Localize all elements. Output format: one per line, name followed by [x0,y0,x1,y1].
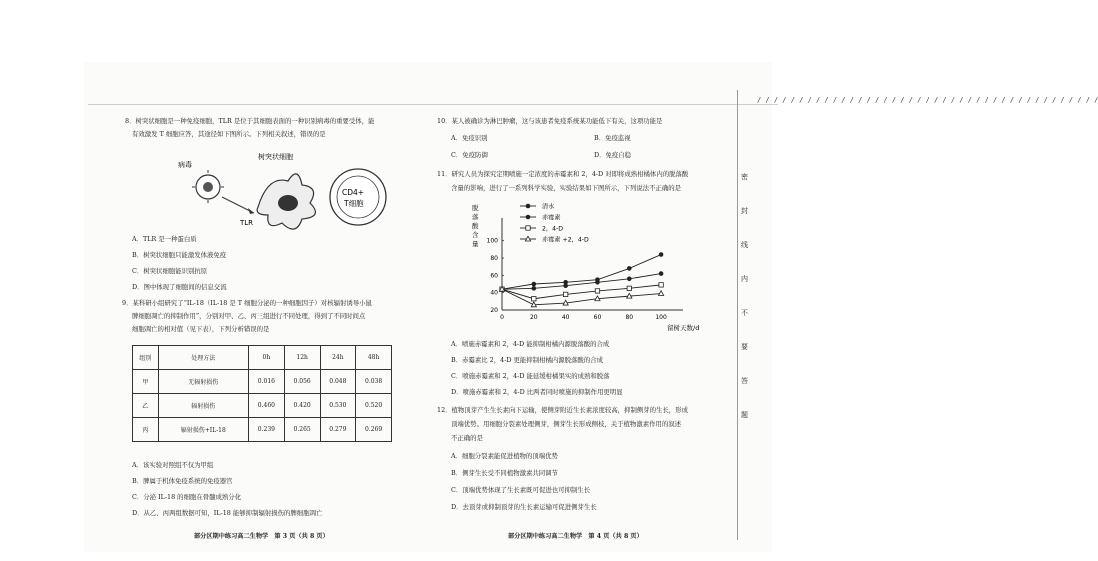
q10-option-d: D．免疫自稳 [594,151,632,159]
data-point [563,292,567,296]
y-tick-label: 100 [486,237,498,245]
dendritic-cell-label: 树突状细胞 [258,153,293,161]
table-header-cell: 24h [320,346,356,370]
y-tick-label: 20 [490,307,498,314]
table-cell: 0.530 [320,394,356,418]
q9-option-c: C．分泌 IL-18 的细胞在骨髓成熟分化 [132,493,242,501]
q9-stem-line3: 细胞凋亡的相对值（见下表），下列分析错误的是 [132,325,270,333]
tlr-label: TLR [240,219,254,227]
legend-label: 清水 [542,203,555,211]
series-line [502,285,661,299]
legend-label: 赤霉素 [542,214,561,222]
table-cell: 辐射损伤+IL-18 [158,418,248,442]
table-cell: 0.048 [320,370,356,394]
q10-option-c: C．免疫防御 [451,151,488,159]
q11-option-c: C．喷施赤霉素和 2，4-D 能延缓柑橘果实的成熟和脱落 [451,372,610,380]
binding-label: 线 [741,241,748,249]
legend-label: 2，4-D [542,225,564,233]
x-tick-label: 80 [625,314,634,321]
table-cell: 0.056 [284,370,320,394]
q12-option-c: C．顶端优势体现了生长素既可促进也可抑制生长 [451,486,591,494]
q10-option-a: A．免疫识别 [451,134,488,142]
data-point [627,266,632,271]
footer-page-4: 部分区期中练习高二生物学 第 4 页（共 8 页） [508,533,643,540]
q8-figure [170,145,400,245]
q12-stem-line3: 不正确的是 [451,434,483,442]
x-tick-label: 0 [500,314,504,321]
footer-page-3: 部分区期中练习高二生物学 第 3 页（共 8 页） [194,533,329,540]
data-point [595,289,599,293]
data-point [532,282,537,287]
data-point [563,283,568,288]
data-point [658,291,663,296]
table-cell: 0.269 [356,418,392,442]
x-tick-label: 40 [561,314,570,321]
q12-option-a: A．细胞分裂素能促进植物的顶端优势 [451,452,558,460]
q9-option-b: B．脾属于机体免疫系统的免疫器官 [132,477,233,485]
table-header-row [133,346,392,370]
table-cell: 0.265 [284,418,320,442]
q10-option-b: B．免疫监视 [594,134,631,142]
table-cell: 0.460 [249,394,285,418]
table-cell: 甲 [133,370,159,394]
q9-stem-line1: 9．某科研小组研究了“IL-18（IL-18 是 T 细胞分泌的一种细胞因子）对核辐射诱导小鼠 [122,299,372,307]
virus-label: 病毒 [178,161,192,169]
table-cell: 0.520 [356,394,392,418]
binding-dash-line: / / / / / / / / / / / / / / / / / / / / / / / / / / / / / / / / / / / / / / / / / [757,96,1098,104]
q11-stem-line1: 11．研究人员为探究定期喷施一定浓度的赤霉素和 2，4-D 对即将成熟柑橘体内的脱落酸 [437,170,689,178]
q12-option-b: B．侧芽生长受不同植物激素共同调节 [451,469,558,477]
table-cell: 乙 [133,394,159,418]
binding-label: 密 [741,173,748,181]
x-tick-label: 100 [655,314,667,321]
table-header-cell: 48h [356,346,392,370]
binding-label: 要 [741,343,748,351]
q9-table [132,345,392,442]
data-point [595,280,600,285]
q11-option-a: A．喷施赤霉素和 2，4-D 能抑制柑橘内源脱落酸的合成 [451,340,610,348]
table-header-cell: 组别 [133,346,159,370]
legend-label: 赤霉素 +2，4-D [542,236,589,244]
y-tick-label: 60 [490,272,498,280]
q9-stem-line2: 脾细胞凋亡的抑制作用”，分别对甲、乙、丙三组进行不同处理，得到了不同时间点 [132,312,366,320]
q8-option-b: B．树突状细胞只能激发体液免疫 [132,251,227,259]
table-cell: 0.420 [284,394,320,418]
header-rule [88,104,778,105]
nucleus-icon [278,195,298,211]
table-cell: 0.016 [249,370,285,394]
table-header-cell: 0h [249,346,285,370]
data-point [659,271,664,276]
binding-label: 答 [741,377,748,385]
table-cell: 0.279 [320,418,356,442]
q8-stem-line1: 8．树突状细胞是一种免疫细胞，TLR 是位于其细胞表面的一种识别病毒的重要受体，能 [125,117,375,125]
binding-label: 题 [741,411,748,419]
y-axis-label: 落 [472,213,479,221]
table-cell: 丙 [133,418,159,442]
q10-stem: 10．某人被确诊为淋巴肿瘤，这与该患者免疫系统某功能低下有关，这项功能是 [437,117,663,125]
table-header-cell: 12h [284,346,320,370]
binding-label: 不 [741,309,748,317]
q8-option-d: D．图中体现了细胞间的信息交流 [132,283,227,291]
y-axis-label: 量 [472,240,479,248]
data-point [526,215,531,220]
data-point [627,277,632,282]
table-row [133,370,392,394]
binding-label: 封 [741,207,748,215]
q9-option-d: D．从乙、丙两组数据可知，IL-18 能够抑制辐射损伤的脾细胞凋亡 [132,509,323,517]
y-axis-label: 酸 [472,222,479,230]
q8-option-c: C．树突状细胞能识别抗原 [132,267,208,275]
cd4-label: CD4+ [342,188,365,197]
table-header-cell: 处理方法 [158,346,248,370]
x-axis-label: 留树天数/d [667,324,700,332]
x-tick-label: 20 [529,314,538,321]
data-point [526,204,531,209]
q11-option-b: B．赤霉素比 2，4-D 更能抑制柑橘内源脱落酸的合成 [451,356,603,364]
x-tick-label: 60 [593,314,602,321]
table-row [133,394,392,418]
table-cell: 无辐射损伤 [158,370,248,394]
table-cell: 0.038 [356,370,392,394]
q8-stem-line2: 有效激发 T 细胞应答，其途径如下图所示。下列相关叙述，错误的是 [132,130,326,138]
table-cell: 辐射损伤 [158,394,248,418]
series-line [502,289,661,305]
q12-stem-line1: 12．植物顶芽产生生长素向下运输，使侧芽附近生长素浓度较高，抑制侧芽的生长，形成 [437,406,688,414]
q12-stem-line2: 顶端优势。用细胞分裂素处理侧芽，侧芽生长形成侧枝，关于植物激素作用的叙述 [451,420,682,428]
y-axis-label: 脱 [472,204,479,212]
y-tick-label: 80 [490,255,498,262]
t-cell-label: T细胞 [344,199,364,208]
data-point [627,286,631,290]
virus-icon [192,170,224,203]
data-point [659,252,664,257]
table-cell: 0.239 [249,418,285,442]
q9-option-a: A．该实验对照组不仅为甲组 [132,461,214,469]
q11-chart [462,198,700,332]
y-tick-label: 40 [490,289,498,297]
q11-stem-line2: 含量的影响，进行了一系列科学实验，实验结果如下图所示，下列说法不正确的是 [451,184,682,192]
data-point [532,297,536,301]
t-cell-icon [330,169,386,225]
y-axis-label: 含 [472,231,479,239]
q11-option-d: D．喷施赤霉素和 2，4-D 比两者同时喷施的抑制作用更明显 [451,388,623,396]
data-point [659,283,663,287]
data-point [532,286,537,291]
data-point [526,226,530,230]
q12-option-d: D．去顶芽或抑制顶芽的生长素运输可促进侧芽生长 [451,503,597,511]
table-row [133,418,392,442]
binding-label: 内 [741,275,748,283]
q8-option-a: A．TLR 是一种蛋白质 [132,235,197,243]
